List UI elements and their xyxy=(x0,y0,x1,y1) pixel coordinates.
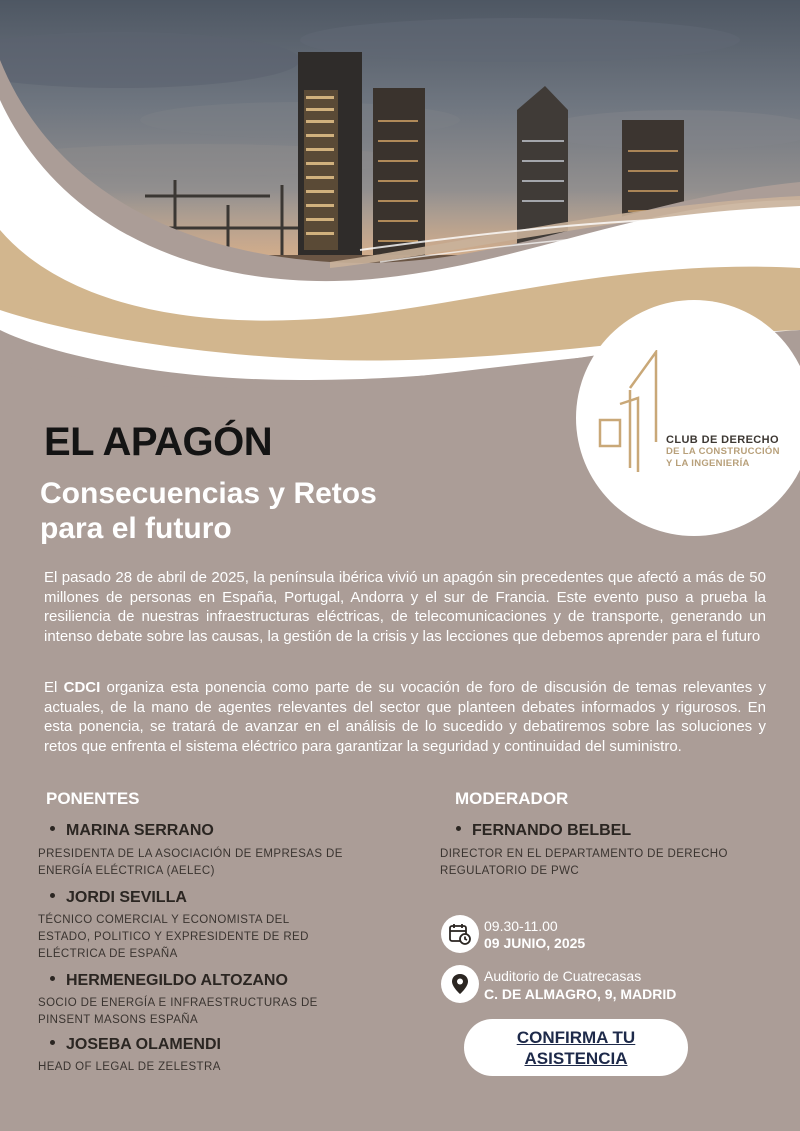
event-title: EL APAGÓN xyxy=(44,420,273,464)
speaker-role xyxy=(38,846,343,880)
role-line: REGULATORIO DE PWC xyxy=(440,865,580,877)
role-line: TÉCNICO COMERCIAL Y ECONOMISTA DEL xyxy=(38,914,290,926)
role-line: PRESIDENTA DE LA ASOCIACIÓN DE EMPRESAS DE xyxy=(38,848,343,860)
cta-label xyxy=(501,1027,651,1069)
role-line: ENERGÍA ELÉCTRICA (AELEC) xyxy=(38,865,215,877)
role-line: DIRECTOR EN EL DEPARTAMENTO DE DERECHO xyxy=(440,848,728,860)
cta-line-1: CONFIRMA TU xyxy=(516,1027,636,1047)
confirm-attendance-button[interactable] xyxy=(464,1019,688,1076)
organizer-logo xyxy=(576,300,800,536)
event-time: 09.30-11.00 xyxy=(484,918,558,934)
description-paragraph-1: El pasado 28 de abril de 2025, la península ibérica vivió un apagón sin precedentes que afectó a más de 50 millones de personas en España, Portugal, Andorra y el sur de Francia. Este evento puso a prueba la resiliencia de nuestras infraestructuras eléctricas, de telecomunicaciones y de transporte, generando un intenso debate sobre las causas, la gestión de la crisis y las lecciones que debemos aprender para el futuro xyxy=(44,569,766,645)
venue-address: C. DE ALMAGRO, 9, MADRID xyxy=(484,986,677,1002)
speaker-name xyxy=(50,889,187,907)
moderator-role xyxy=(440,846,728,880)
speaker-name-text: HERMENEGILDO ALTOZANO xyxy=(66,972,288,989)
logo-line-3: Y LA INGENIERÍA xyxy=(666,458,750,469)
subtitle-line-1: Consecuencias y Retos xyxy=(40,477,377,510)
speaker-name-text: JOSEBA OLAMENDI xyxy=(66,1036,221,1053)
role-line: ESTADO, POLITICO Y EXPRESIDENTE DE RED xyxy=(38,931,309,943)
description-paragraph-2 xyxy=(44,678,766,756)
moderador-heading: MODERADOR xyxy=(455,789,569,808)
role-line: PINSENT MASONS ESPAÑA xyxy=(38,1014,199,1026)
moderator-name-text: FERNANDO BELBEL xyxy=(472,822,632,839)
bullet-icon xyxy=(50,976,55,981)
speaker-role xyxy=(38,912,309,963)
speaker-role xyxy=(38,995,318,1029)
venue-name: Auditorio de Cuatrecasas xyxy=(484,968,642,984)
speaker-name xyxy=(50,822,214,840)
role-line: HEAD OF LEGAL DE ZELESTRA xyxy=(38,1061,221,1073)
role-line: SOCIO DE ENERGÍA E INFRAESTRUCTURAS DE xyxy=(38,997,318,1009)
ponentes-heading: PONENTES xyxy=(46,789,140,808)
speaker-name xyxy=(50,1036,221,1054)
bullet-icon xyxy=(456,826,461,831)
speaker-name-text: MARINA SERRANO xyxy=(66,822,214,839)
speaker-role xyxy=(38,1059,221,1076)
speaker-name xyxy=(50,972,288,990)
logo-line-2: DE LA CONSTRUCCIÓN xyxy=(666,446,780,457)
subtitle-line-2: para el futuro xyxy=(40,512,232,545)
event-subtitle xyxy=(40,476,560,546)
calendar-icon xyxy=(441,915,479,953)
organization-acronym: CDCI xyxy=(63,679,101,696)
bullet-icon xyxy=(50,1040,55,1045)
paragraph-2-start: El xyxy=(44,679,64,696)
bullet-icon xyxy=(50,893,55,898)
event-date: 09 JUNIO, 2025 xyxy=(484,935,586,951)
cta-line-2: ASISTENCIA xyxy=(524,1048,628,1068)
paragraph-2-rest: organiza esta ponencia como parte de su vocación de foro de discusión de temas relevantes y actuales, de la mano de agentes relevantes del sector que planteen debates informados y rigurosos. En esta ponencia, se tratará de avanzar en el análisis de lo sucedido y debatiremos sobre las soluciones y retos que enfrenta el sistema eléctrico para garantizar la seguridad y continuidad del suministro. xyxy=(44,679,766,755)
role-line: ELÉCTRICA DE ESPAÑA xyxy=(38,948,178,960)
speaker-name-text: JORDI SEVILLA xyxy=(66,889,187,906)
moderator-name xyxy=(456,822,631,840)
logo-line-1: CLUB DE DERECHO xyxy=(666,434,779,446)
location-pin-icon xyxy=(441,965,479,1003)
building-logo-icon xyxy=(598,350,662,474)
bullet-icon xyxy=(50,826,55,831)
